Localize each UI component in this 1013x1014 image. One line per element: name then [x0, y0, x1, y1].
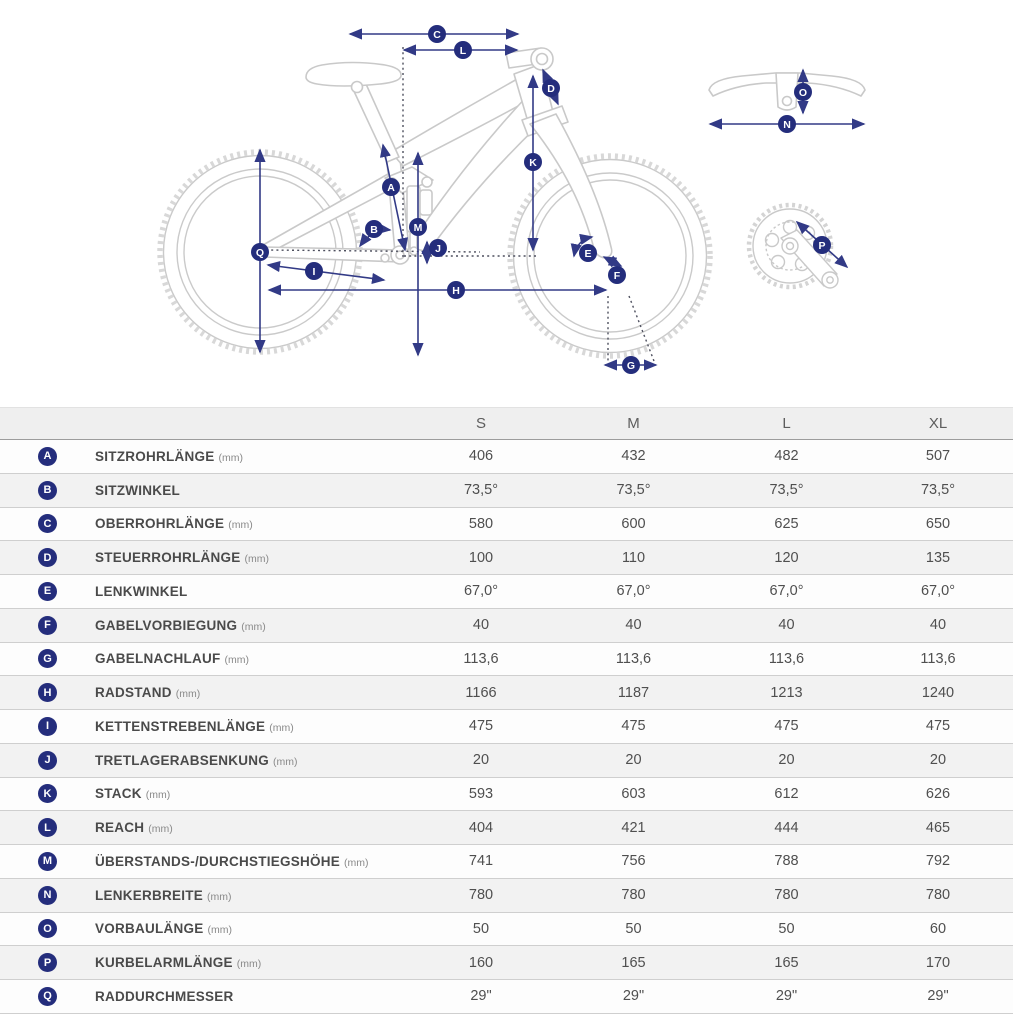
row-label-cell	[95, 449, 405, 464]
table-row	[0, 710, 1013, 744]
marker-badge-q	[251, 243, 269, 261]
value-cell: 444	[774, 819, 799, 836]
badge-cell	[0, 987, 95, 1006]
value-cell: 475	[774, 718, 799, 735]
marker-badge-letter: J	[435, 242, 441, 255]
marker-badge-letter: M	[413, 221, 423, 234]
value-cell: 404	[468, 819, 494, 836]
row-unit: (mm)	[145, 789, 171, 802]
value-cell: 756	[621, 853, 646, 870]
row-label: VORBAULÄNGE	[95, 921, 204, 937]
marker-badge-letter: A	[387, 181, 395, 194]
rocker-pivot-right	[422, 177, 432, 187]
value-cell: 482	[774, 448, 799, 465]
value-cell: 50	[625, 920, 642, 937]
value-cell: 29"	[622, 988, 645, 1005]
value-cell: 113,6	[768, 650, 805, 667]
row-label-cell	[95, 854, 405, 869]
row-label: GABELVORBIEGUNG	[95, 617, 238, 633]
value-cell: 165	[621, 954, 646, 971]
badge-cell	[0, 649, 95, 668]
row-letter-badge: E	[38, 582, 57, 601]
value-cell: 113,6	[615, 650, 652, 667]
value-cell: 67,0°	[769, 583, 804, 600]
saddle-clamp	[352, 82, 363, 93]
marker-badge-letter: K	[529, 156, 537, 169]
row-letter-badge: K	[38, 784, 57, 803]
row-label-cell	[95, 921, 405, 936]
row-letter-badge: D	[38, 548, 57, 567]
row-label: RADDURCHMESSER	[95, 988, 234, 1004]
value-cell: 780	[925, 887, 951, 904]
row-letter-badge: I	[38, 717, 57, 736]
value-cell: 50	[778, 920, 795, 937]
row-label-cell	[95, 955, 405, 970]
value-cell: 603	[621, 785, 646, 802]
table-row	[0, 811, 1013, 845]
table-row	[0, 508, 1013, 542]
value-cell: 40	[929, 617, 947, 634]
row-unit: (mm)	[207, 924, 233, 937]
value-cell: 780	[774, 887, 799, 904]
dim-line-i	[268, 265, 384, 280]
marker-badge-p	[813, 236, 831, 254]
value-cell: 421	[621, 819, 646, 836]
value-cell: 73,5°	[463, 482, 499, 499]
marker-badge-m	[409, 218, 427, 236]
value-cell: 741	[468, 853, 494, 870]
row-unit: (mm)	[148, 823, 173, 836]
row-label-cell	[95, 888, 405, 903]
value-cell: 600	[621, 515, 646, 532]
row-unit: (mm)	[241, 620, 266, 633]
steerer-cap-inner	[537, 54, 548, 65]
value-cell: 625	[774, 515, 799, 532]
row-letter-badge: J	[38, 751, 57, 770]
row-letter-badge: G	[38, 649, 57, 668]
value-cell: 135	[925, 549, 951, 566]
row-label: STEUERROHRLÄNGE	[95, 550, 241, 566]
table-row	[0, 879, 1013, 913]
row-label: KETTENSTREBENLÄNGE	[95, 718, 266, 734]
row-label-cell	[95, 685, 405, 700]
badge-cell	[0, 953, 95, 972]
row-label-cell	[95, 719, 405, 734]
value-cell: 612	[774, 785, 799, 802]
bike-geometry-diagram	[0, 0, 1013, 407]
value-cell: 1213	[770, 684, 803, 701]
marker-badge-i	[305, 262, 323, 280]
badge-cell	[0, 919, 95, 938]
row-letter-badge: P	[38, 953, 57, 972]
value-cell: 60	[929, 920, 947, 937]
row-label: LENKERBREITE	[95, 887, 204, 903]
row-letter-badge: F	[38, 616, 57, 635]
row-unit: (mm)	[236, 958, 262, 971]
badge-cell	[0, 784, 95, 803]
crank-axle	[782, 238, 798, 254]
row-label-cell	[95, 516, 405, 531]
value-cell: 29"	[470, 988, 492, 1005]
table-row	[0, 845, 1013, 879]
table-row	[0, 643, 1013, 677]
row-label: LENKWINKEL	[95, 583, 188, 599]
dim-line-f	[604, 257, 621, 266]
badge-cell	[0, 548, 95, 567]
marker-badge-letter: I	[312, 265, 316, 278]
value-cell: 432	[621, 448, 646, 465]
value-cell: 626	[925, 785, 951, 802]
row-label: STACK	[95, 786, 142, 802]
table-row	[0, 778, 1013, 812]
value-cell: 788	[774, 853, 799, 870]
marker-badge-a	[382, 178, 400, 196]
row-unit: (mm)	[269, 721, 294, 734]
row-label: REACH	[95, 820, 145, 836]
row-label-cell	[95, 820, 405, 835]
marker-badge-f	[608, 266, 626, 284]
row-label: RADSTAND	[95, 685, 172, 701]
value-cell: 1166	[465, 684, 497, 701]
marker-badge-letter: H	[452, 284, 460, 297]
row-letter-badge: B	[38, 481, 57, 500]
badge-cell	[0, 616, 95, 635]
badge-cell	[0, 582, 95, 601]
value-cell: 120	[774, 549, 799, 566]
row-label-cell	[95, 550, 405, 565]
value-cell: 40	[778, 617, 795, 634]
row-unit: (mm)	[273, 755, 298, 768]
value-cell: 475	[468, 718, 494, 735]
row-label: GABELNACHLAUF	[95, 651, 221, 667]
row-label: KURBELARMLÄNGE	[95, 955, 233, 971]
table-row	[0, 474, 1013, 508]
marker-badge-l	[454, 41, 472, 59]
value-cell: 113,6	[920, 650, 956, 667]
value-cell: 780	[621, 887, 646, 904]
value-cell: 40	[625, 617, 642, 634]
marker-badge-e	[579, 244, 597, 262]
chainstay-pivot	[381, 254, 389, 262]
geometry-table-body	[0, 440, 1013, 1014]
table-row	[0, 575, 1013, 609]
row-label-cell	[95, 618, 405, 633]
marker-badge-b	[365, 220, 383, 238]
row-label-cell	[95, 483, 405, 498]
row-letter-badge: A	[38, 447, 57, 466]
value-cell: 1240	[921, 684, 955, 701]
marker-badge-j	[429, 239, 447, 257]
badge-cell	[0, 852, 95, 871]
value-cell: 165	[774, 954, 799, 971]
table-row	[0, 980, 1013, 1014]
value-cell: 67,0°	[616, 583, 651, 600]
value-cell: 29"	[927, 988, 949, 1005]
value-cell: 40	[472, 617, 490, 634]
marker-badge-c	[428, 25, 446, 43]
marker-badge-letter: L	[459, 44, 467, 57]
row-unit: (mm)	[228, 519, 253, 532]
marker-badge-letter: Q	[255, 246, 265, 259]
marker-badge-k	[524, 153, 542, 171]
marker-badge-letter: C	[433, 28, 441, 41]
marker-badge-letter: B	[370, 223, 378, 236]
value-cell: 650	[925, 515, 951, 532]
value-cell: 475	[621, 718, 646, 735]
badge-cell	[0, 717, 95, 736]
row-letter-badge: Q	[38, 987, 57, 1006]
value-cell: 20	[778, 752, 795, 769]
marker-badge-o	[794, 83, 812, 101]
value-cell: 780	[468, 887, 494, 904]
value-cell: 160	[468, 954, 494, 971]
value-cell: 1187	[617, 684, 650, 701]
table-row	[0, 609, 1013, 643]
value-cell: 67,0°	[920, 583, 956, 600]
shock-reservoir	[420, 190, 432, 215]
badge-cell	[0, 751, 95, 770]
value-cell: 20	[929, 752, 947, 769]
row-letter-badge: L	[38, 818, 57, 837]
value-cell: 593	[468, 785, 494, 802]
value-cell: 465	[925, 819, 951, 836]
geometry-table-header	[0, 408, 1013, 440]
row-unit: (mm)	[207, 890, 232, 903]
pedal-eye	[822, 272, 838, 288]
row-label: SITZROHRLÄNGE	[95, 448, 215, 464]
table-row	[0, 913, 1013, 947]
marker-badge-n	[778, 115, 796, 133]
marker-badge-g	[622, 356, 640, 374]
value-cell: 29"	[775, 988, 798, 1005]
value-cell: 113,6	[463, 650, 499, 667]
table-row	[0, 440, 1013, 474]
value-cell: 73,5°	[769, 482, 804, 499]
table-row	[0, 946, 1013, 980]
chainstay-tube	[264, 247, 401, 262]
seatpost	[352, 84, 399, 162]
row-label: ÜBERSTANDS-/DURCHSTIEGSHÖHE	[95, 853, 341, 869]
table-row	[0, 541, 1013, 575]
row-label-cell	[95, 584, 405, 599]
marker-badge-letter: D	[547, 82, 555, 95]
value-cell: 100	[468, 549, 494, 566]
row-letter-badge: M	[38, 852, 57, 871]
table-row	[0, 744, 1013, 778]
size-column-header-l: L	[782, 415, 791, 432]
row-unit: (mm)	[224, 654, 249, 667]
row-label-cell	[95, 651, 405, 666]
size-column-header-xl: XL	[928, 415, 948, 432]
stem-bolt	[783, 97, 792, 106]
value-cell: 507	[925, 448, 951, 465]
marker-badge-letter: O	[798, 86, 808, 99]
value-cell: 580	[468, 515, 494, 532]
row-letter-badge: H	[38, 683, 57, 702]
geometry-drawing	[0, 0, 1013, 407]
row-unit: (mm)	[344, 856, 369, 869]
row-label-cell	[95, 989, 405, 1004]
table-row	[0, 676, 1013, 710]
badge-cell	[0, 886, 95, 905]
marker-badge-letter: F	[613, 269, 621, 282]
value-cell: 170	[925, 954, 951, 971]
badge-cell	[0, 818, 95, 837]
badge-cell	[0, 514, 95, 533]
value-cell: 792	[925, 853, 951, 870]
handlebar-drawing	[709, 73, 865, 110]
value-cell: 475	[925, 718, 951, 735]
row-label: SITZWINKEL	[95, 482, 180, 498]
row-label: TRETLAGERABSENKUNG	[95, 752, 270, 768]
marker-badge-h	[447, 281, 465, 299]
value-cell: 67,0°	[463, 583, 499, 600]
value-cell: 20	[625, 752, 642, 769]
row-label-cell	[95, 753, 405, 768]
badge-cell	[0, 447, 95, 466]
row-unit: (mm)	[218, 451, 243, 464]
value-cell: 406	[468, 448, 494, 465]
marker-badge-letter: N	[783, 118, 791, 131]
row-unit: (mm)	[244, 553, 270, 566]
value-cell: 20	[472, 752, 490, 769]
geometry-table	[0, 407, 1013, 1014]
row-label: OBERROHRLÄNGE	[95, 516, 225, 532]
badge-cell	[0, 481, 95, 500]
size-column-header-s: S	[475, 415, 486, 432]
marker-badge-letter: E	[584, 247, 592, 260]
marker-badge-letter: G	[626, 359, 636, 372]
value-cell: 50	[472, 920, 490, 937]
row-letter-badge: O	[38, 919, 57, 938]
badge-cell	[0, 683, 95, 702]
row-label-cell	[95, 786, 405, 801]
marker-badge-letter: P	[818, 239, 826, 252]
size-column-header-m: M	[627, 415, 640, 432]
value-cell: 73,5°	[616, 482, 651, 499]
row-letter-badge: N	[38, 886, 57, 905]
value-cell: 73,5°	[920, 482, 956, 499]
row-unit: (mm)	[175, 688, 201, 701]
marker-badge-d	[542, 79, 560, 97]
value-cell: 110	[621, 549, 646, 566]
row-letter-badge: C	[38, 514, 57, 533]
bike-frame	[257, 48, 612, 264]
